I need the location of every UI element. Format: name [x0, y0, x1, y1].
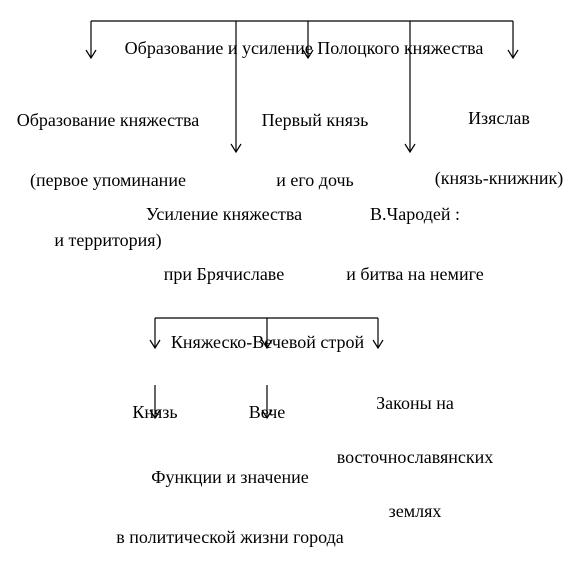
node-pervyi: Первый князь и его дочь: [261, 110, 369, 190]
d2-title: Княжеско-Вечевой строй: [170, 332, 365, 352]
node-usilenie: Усиление княжества при Брячиславе: [145, 204, 303, 284]
d1-title: Образование и усиление Полоцкого княжества: [124, 38, 484, 58]
node-knyaz: Князь: [132, 402, 178, 422]
node-funkcii: Функции и значение в политической жизни города: [116, 467, 344, 547]
node-izyaslav: Изяслав (князь-книжник): [434, 108, 564, 188]
node-zakony: Законы на восточнославянских землях: [336, 393, 494, 521]
node-charodei: В.Чародей : и битва на немиге: [346, 204, 484, 284]
node-obrazovanie: Образование княжества (первое упоминание и территория): [16, 110, 200, 250]
node-veche: Вече: [248, 402, 286, 422]
